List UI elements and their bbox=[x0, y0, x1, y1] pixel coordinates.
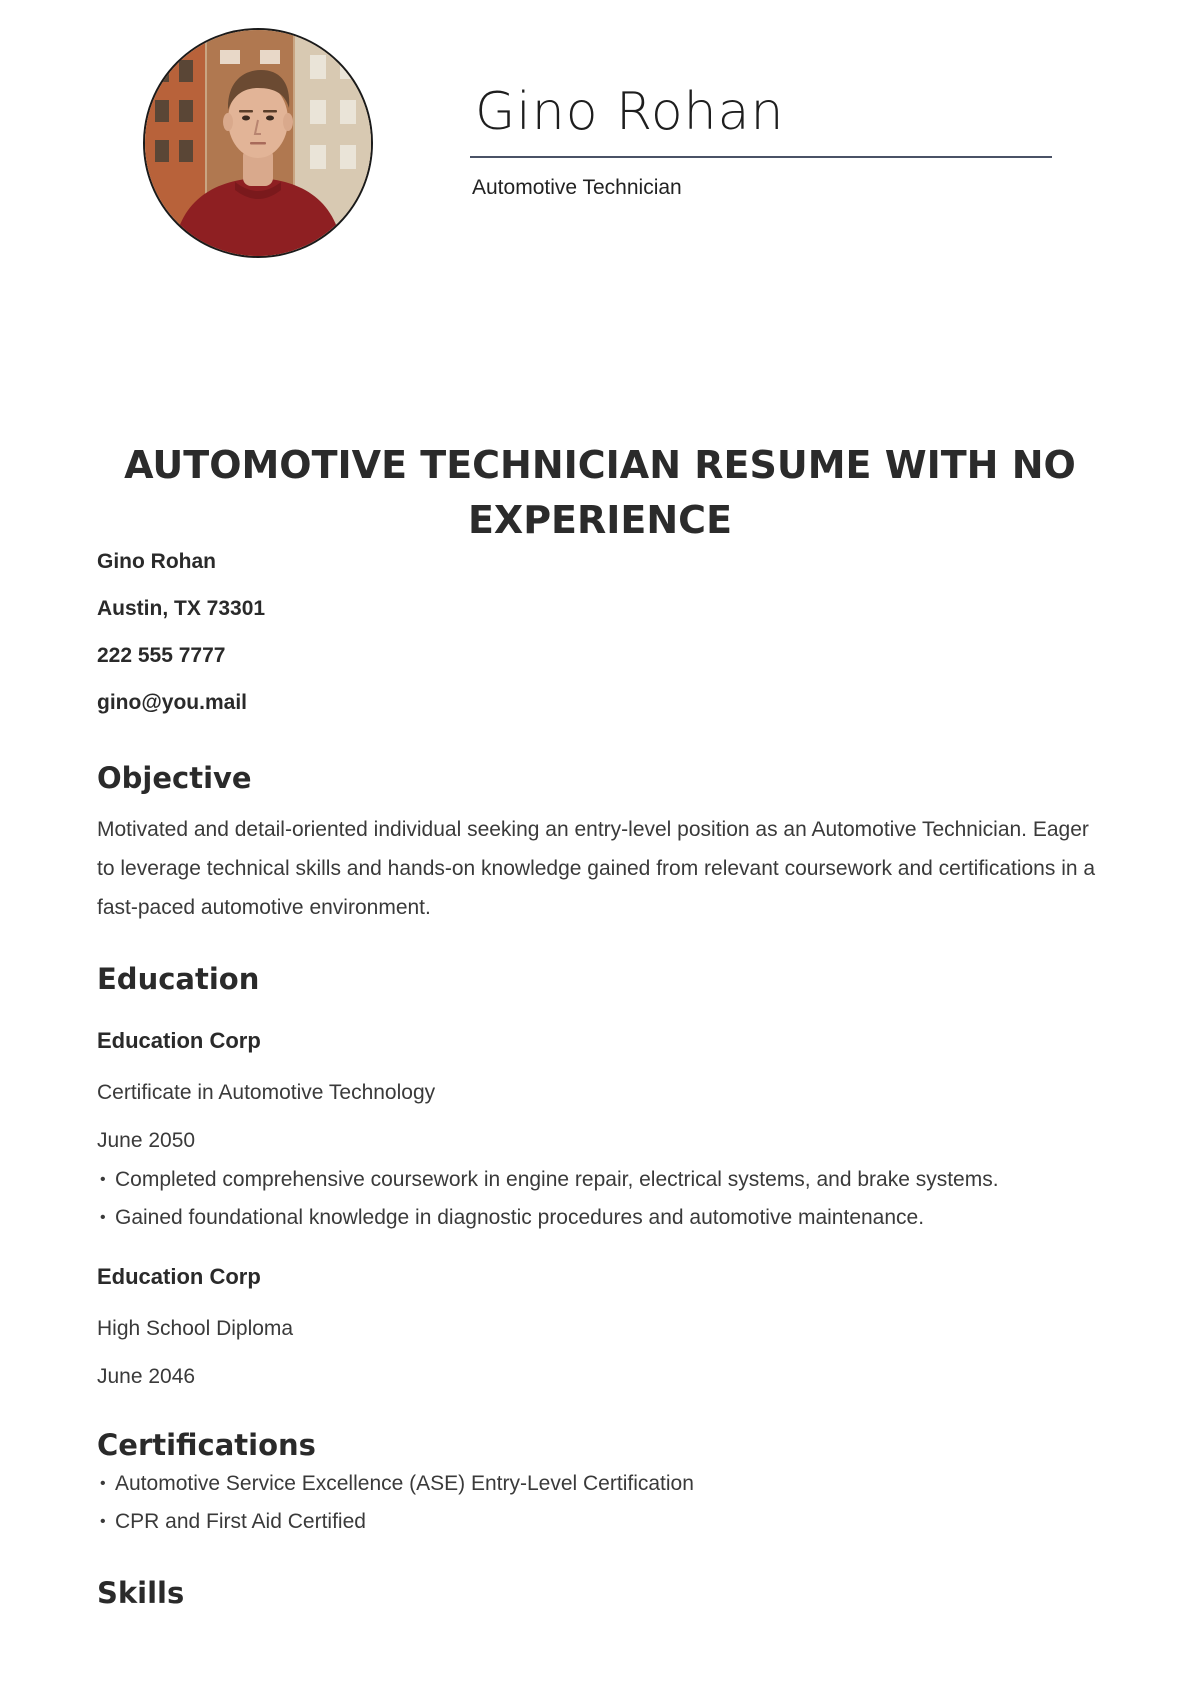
education-degree: High School Diploma bbox=[97, 1317, 294, 1340]
profile-photo bbox=[143, 28, 373, 258]
profile-photo-illustration bbox=[145, 30, 371, 256]
contact-name: Gino Rohan bbox=[97, 550, 216, 573]
education-bullet: • Completed comprehensive coursework in engine repair, electrical systems, and brake systems. bbox=[97, 1161, 1097, 1199]
education-bullets bbox=[97, 1161, 1097, 1237]
education-school: Education Corp bbox=[97, 1028, 261, 1053]
education-date: June 2046 bbox=[97, 1365, 196, 1388]
document-title: AUTOMOTIVE TECHNICIAN RESUME WITH NO EXPERIENCE bbox=[124, 443, 1076, 542]
skills-heading: Skills bbox=[97, 1576, 185, 1610]
education-section bbox=[97, 961, 1097, 1391]
header-name: Gino Rohan bbox=[475, 82, 785, 142]
education-bullet: • Gained foundational knowledge in diagnostic procedures and automotive maintenance. bbox=[97, 1199, 1097, 1237]
certifications-section bbox=[97, 1427, 1097, 1541]
education-entry bbox=[97, 1263, 1097, 1391]
contact-phone: 222 555 7777 bbox=[97, 644, 226, 667]
certifications-heading: Certifications bbox=[97, 1428, 316, 1462]
certifications-list bbox=[97, 1465, 1097, 1541]
education-date: June 2050 bbox=[97, 1129, 196, 1152]
resume-body bbox=[97, 548, 1097, 1611]
education-school: Education Corp bbox=[97, 1264, 261, 1289]
certification-item: • CPR and First Aid Certified bbox=[97, 1503, 1097, 1541]
education-heading: Education bbox=[97, 962, 260, 996]
contact-email: gino@you.mail bbox=[97, 691, 247, 714]
header-divider bbox=[470, 156, 1052, 158]
education-entry bbox=[97, 1027, 1097, 1237]
objective-heading: Objective bbox=[97, 761, 252, 795]
certification-item: • Automotive Service Excellence (ASE) Entry-Level Certification bbox=[97, 1465, 1097, 1503]
contact-location: Austin, TX 73301 bbox=[97, 597, 266, 620]
skills-section bbox=[97, 1575, 1097, 1611]
objective-text: Motivated and detail-oriented individual seeking an entry-level position as an Automotive Technician. Eager to leverage technical skills and hands-on knowledge gained from relevant coursework and certifications in a fast-paced automotive environment. bbox=[97, 818, 1096, 919]
objective-section bbox=[97, 760, 1097, 927]
education-degree: Certificate in Automotive Technology bbox=[97, 1081, 436, 1104]
header-role: Automotive Technician bbox=[472, 176, 682, 199]
contact-block bbox=[97, 548, 1097, 716]
